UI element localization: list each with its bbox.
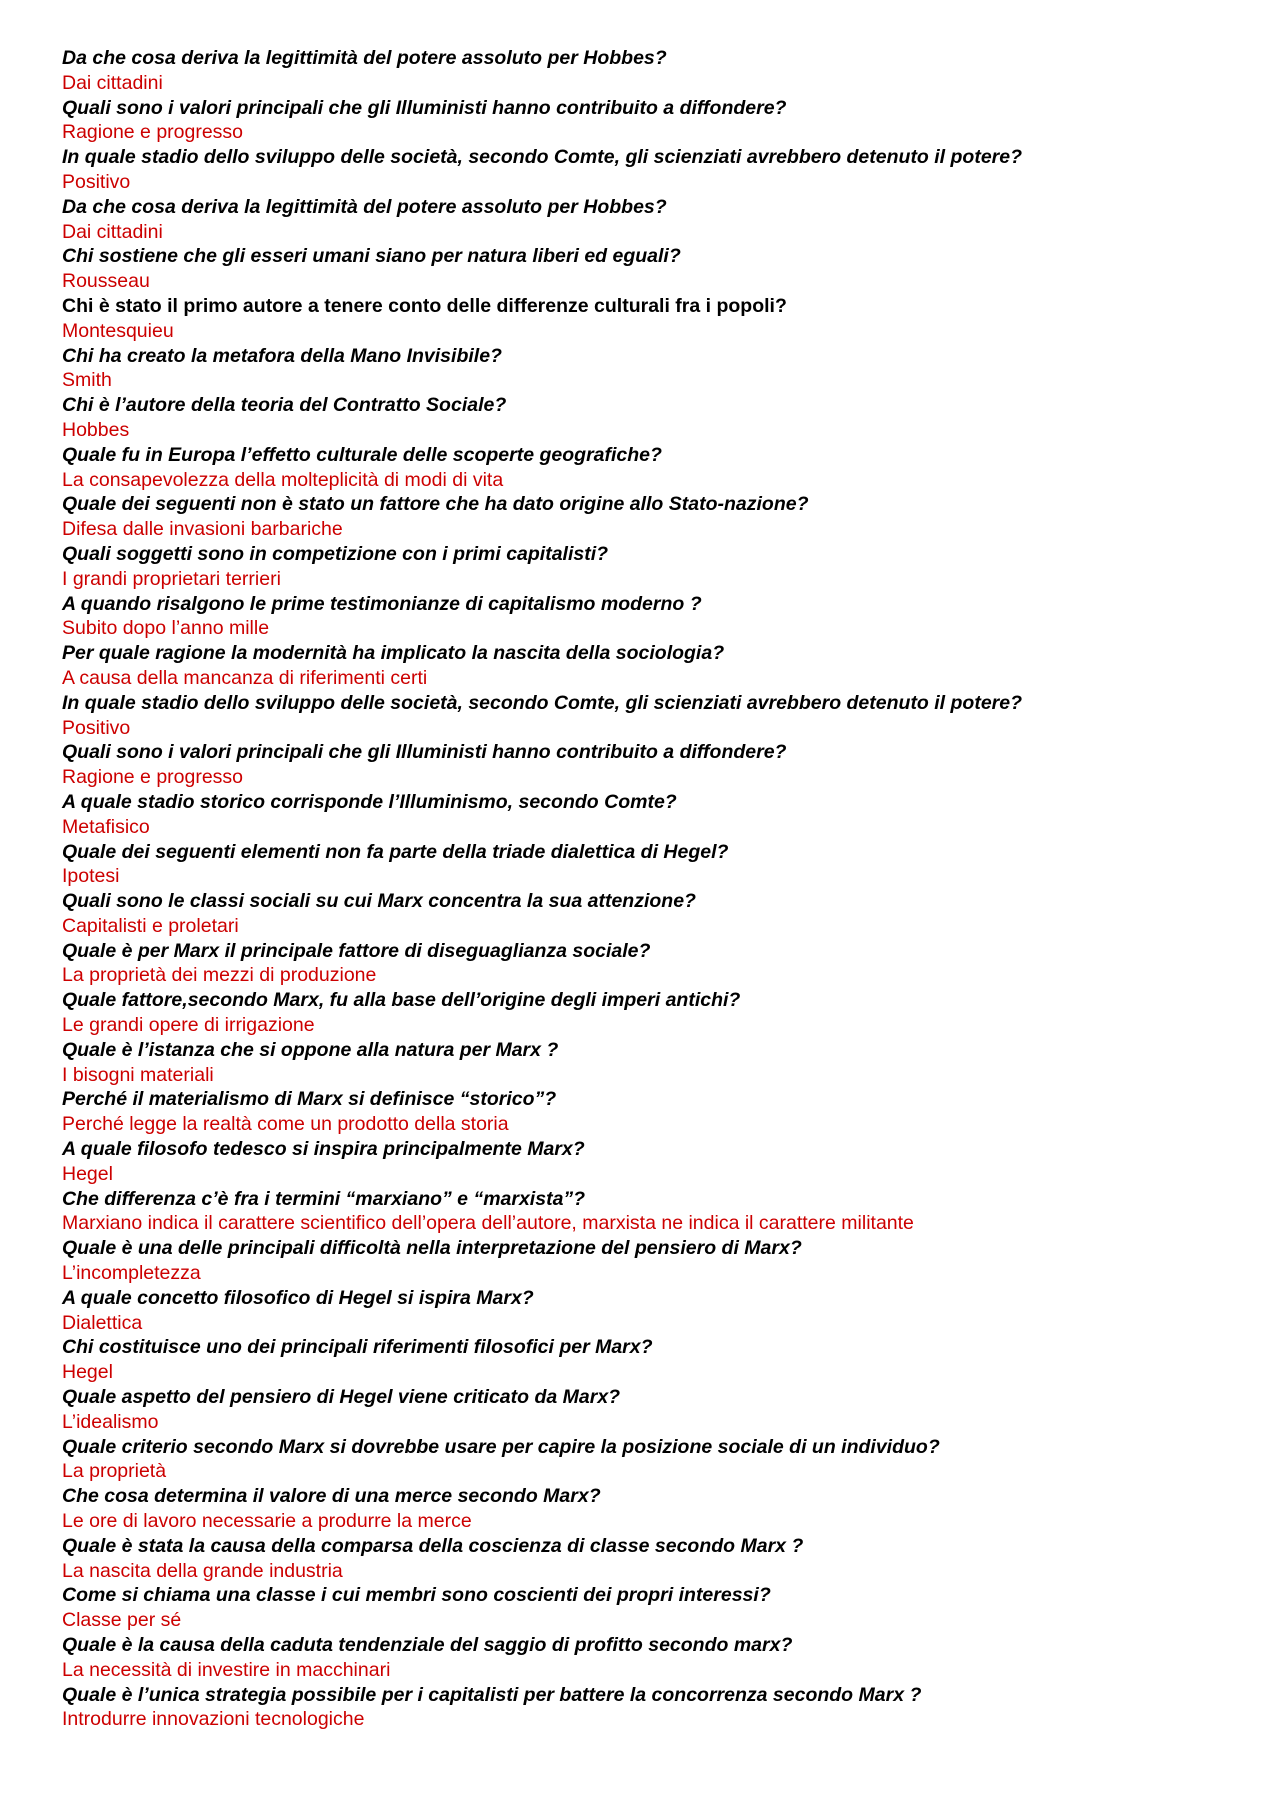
answer-text: Smith: [62, 369, 112, 392]
question-text: Chi ha creato la metafora della Mano Invisibile?: [62, 344, 502, 367]
question-text: Quale è stata la causa della comparsa della coscienza di classe secondo Marx ?: [62, 1534, 804, 1557]
question-text: Quale è una delle principali difficoltà nella interpretazione del pensiero di Marx?: [62, 1237, 802, 1260]
question-text: Chi è l’autore della teoria del Contratto Sociale?: [62, 394, 507, 417]
question-text: Chi è stato il primo autore a tenere conto delle differenze culturali fra i popoli?: [62, 294, 787, 317]
answer-text: Difesa dalle invasioni barbariche: [62, 518, 343, 541]
question-text: Chi sostiene che gli esseri umani siano per natura liberi ed eguali?: [62, 245, 681, 268]
question-text: Quale dei seguenti non è stato un fattore che ha dato origine allo Stato-nazione?: [62, 493, 809, 516]
qa-item: [62, 1038, 1252, 1088]
answer-text: L’incompletezza: [62, 1262, 201, 1285]
qa-item: [62, 1137, 1252, 1187]
question-text: Per quale ragione la modernità ha implicato la nascita della sociologia?: [62, 642, 725, 665]
qa-item: [62, 740, 1252, 790]
qa-item: [62, 244, 1252, 294]
qa-item: [62, 96, 1252, 146]
qa-item: [62, 393, 1252, 443]
answer-text: Capitalisti e proletari: [62, 914, 239, 937]
question-text: Quale dei seguenti elementi non fa parte della triade dialettica di Hegel?: [62, 840, 729, 863]
answer-text: La nascita della grande industria: [62, 1559, 343, 1582]
qa-item: [62, 1484, 1252, 1534]
qa-item: [62, 542, 1252, 592]
qa-item: [62, 840, 1252, 890]
answer-text: Perché legge la realtà come un prodotto della storia: [62, 1113, 509, 1136]
question-text: In quale stadio dello sviluppo delle società, secondo Comte, gli scienziati avrebbero detenuto il potere?: [62, 691, 1023, 714]
question-text: Che differenza c’è fra i termini “marxiano” e “marxista”?: [62, 1187, 586, 1210]
question-text: Quale è per Marx il principale fattore di diseguaglianza sociale?: [62, 939, 651, 962]
qa-item: [62, 443, 1252, 493]
qa-item: [62, 889, 1252, 939]
answer-text: Classe per sé: [62, 1609, 182, 1632]
qa-item: [62, 1236, 1252, 1286]
qa-item: [62, 195, 1252, 245]
qa-item: [62, 294, 1252, 344]
question-text: Quale è l’istanza che si oppone alla natura per Marx ?: [62, 1038, 559, 1061]
question-text: Quale criterio secondo Marx si dovrebbe usare per capire la posizione sociale di un individuo?: [62, 1435, 940, 1458]
answer-text: Marxiano indica il carattere scientifico dell’opera dell’autore, marxista ne indica il carattere militante: [62, 1212, 914, 1235]
answer-text: La necessità di investire in macchinari: [62, 1658, 391, 1681]
answer-text: Ragione e progresso: [62, 766, 244, 789]
qa-item: [62, 1335, 1252, 1385]
qa-item: [62, 592, 1252, 642]
question-text: Quali sono le classi sociali su cui Marx concentra la sua attenzione?: [62, 890, 696, 913]
answer-text: Le grandi opere di irrigazione: [62, 1014, 315, 1037]
qa-item: [62, 691, 1252, 741]
answer-text: Dialettica: [62, 1311, 143, 1334]
qa-item: [62, 1534, 1252, 1584]
question-text: Quali sono i valori principali che gli Illuministi hanno contribuito a diffondere?: [62, 96, 787, 119]
qa-item: [62, 790, 1252, 840]
qa-item: [62, 145, 1252, 195]
question-text: Quali sono i valori principali che gli Illuministi hanno contribuito a diffondere?: [62, 741, 787, 764]
question-text: Da che cosa deriva la legittimità del potere assoluto per Hobbes?: [62, 47, 667, 69]
answer-text: Positivo: [62, 170, 131, 193]
qa-item: [62, 1286, 1252, 1336]
answer-text: Rousseau: [62, 270, 150, 293]
question-text: Da che cosa deriva la legittimità del potere assoluto per Hobbes?: [62, 195, 667, 218]
qa-list: [62, 46, 1252, 1732]
answer-text: Hegel: [62, 1162, 113, 1185]
qa-item: [62, 1583, 1252, 1633]
qa-item: [62, 1385, 1252, 1435]
qa-item: [62, 939, 1252, 989]
answer-text: L’idealismo: [62, 1410, 159, 1433]
question-text: Quale è l’unica strategia possibile per i capitalisti per battere la concorrenza secondo Marx ?: [62, 1683, 922, 1706]
answer-text: Ragione e progresso: [62, 121, 244, 144]
question-text: Perché il materialismo di Marx si definisce “storico”?: [62, 1088, 557, 1111]
answer-text: La consapevolezza della molteplicità di modi di vita: [62, 468, 504, 491]
qa-item: [62, 344, 1252, 394]
qa-item: [62, 1633, 1252, 1683]
answer-text: Dai cittadini: [62, 71, 163, 94]
answer-text: Subito dopo l’anno mille: [62, 617, 270, 640]
qa-item: [62, 641, 1252, 691]
question-text: Quale aspetto del pensiero di Hegel viene criticato da Marx?: [62, 1386, 621, 1409]
qa-item: [62, 1683, 1252, 1733]
answer-text: La proprietà dei mezzi di produzione: [62, 964, 377, 987]
qa-item: [62, 1435, 1252, 1485]
question-text: A quando risalgono le prime testimonianze di capitalismo moderno ?: [62, 592, 702, 615]
question-text: Quale è la causa della caduta tendenziale del saggio di profitto secondo marx?: [62, 1634, 793, 1656]
answer-text: Introdurre innovazioni tecnologiche: [62, 1708, 365, 1731]
answer-text: Le ore di lavoro necessarie a produrre la merce: [62, 1510, 472, 1533]
question-text: Chi costituisce uno dei principali riferimenti filosofici per Marx?: [62, 1336, 653, 1359]
answer-text: Dai cittadini: [62, 220, 163, 243]
question-text: A quale stadio storico corrisponde l’Illuminismo, secondo Comte?: [62, 790, 677, 813]
answer-text: Ipotesi: [62, 865, 120, 888]
answer-text: Positivo: [62, 716, 131, 739]
answer-text: Hobbes: [62, 418, 130, 441]
question-text: Che cosa determina il valore di una merce secondo Marx?: [62, 1485, 601, 1508]
qa-item: [62, 46, 1252, 96]
answer-text: La proprietà: [62, 1460, 167, 1483]
answer-text: A causa della mancanza di riferimenti certi: [62, 666, 428, 689]
qa-item: [62, 1187, 1252, 1237]
question-text: Quale fattore,secondo Marx, fu alla base dell’origine degli imperi antichi?: [62, 989, 741, 1012]
question-text: A quale concetto filosofico di Hegel si ispira Marx?: [62, 1286, 534, 1309]
question-text: Quale fu in Europa l’effetto culturale delle scoperte geografiche?: [62, 443, 662, 466]
question-text: Come si chiama una classe i cui membri sono coscienti dei propri interessi?: [62, 1584, 771, 1607]
qa-item: [62, 492, 1252, 542]
question-text: A quale filosofo tedesco si inspira principalmente Marx?: [62, 1138, 585, 1161]
question-text: Quali soggetti sono in competizione con i primi capitalisti?: [62, 542, 609, 565]
qa-item: [62, 1087, 1252, 1137]
answer-text: I grandi proprietari terrieri: [62, 567, 281, 590]
answer-text: I bisogni materiali: [62, 1063, 214, 1086]
answer-text: Montesquieu: [62, 319, 174, 342]
qa-item: [62, 988, 1252, 1038]
answer-text: Metafisico: [62, 815, 150, 838]
answer-text: Hegel: [62, 1361, 113, 1384]
question-text: In quale stadio dello sviluppo delle società, secondo Comte, gli scienziati avrebbero detenuto il potere?: [62, 146, 1023, 169]
